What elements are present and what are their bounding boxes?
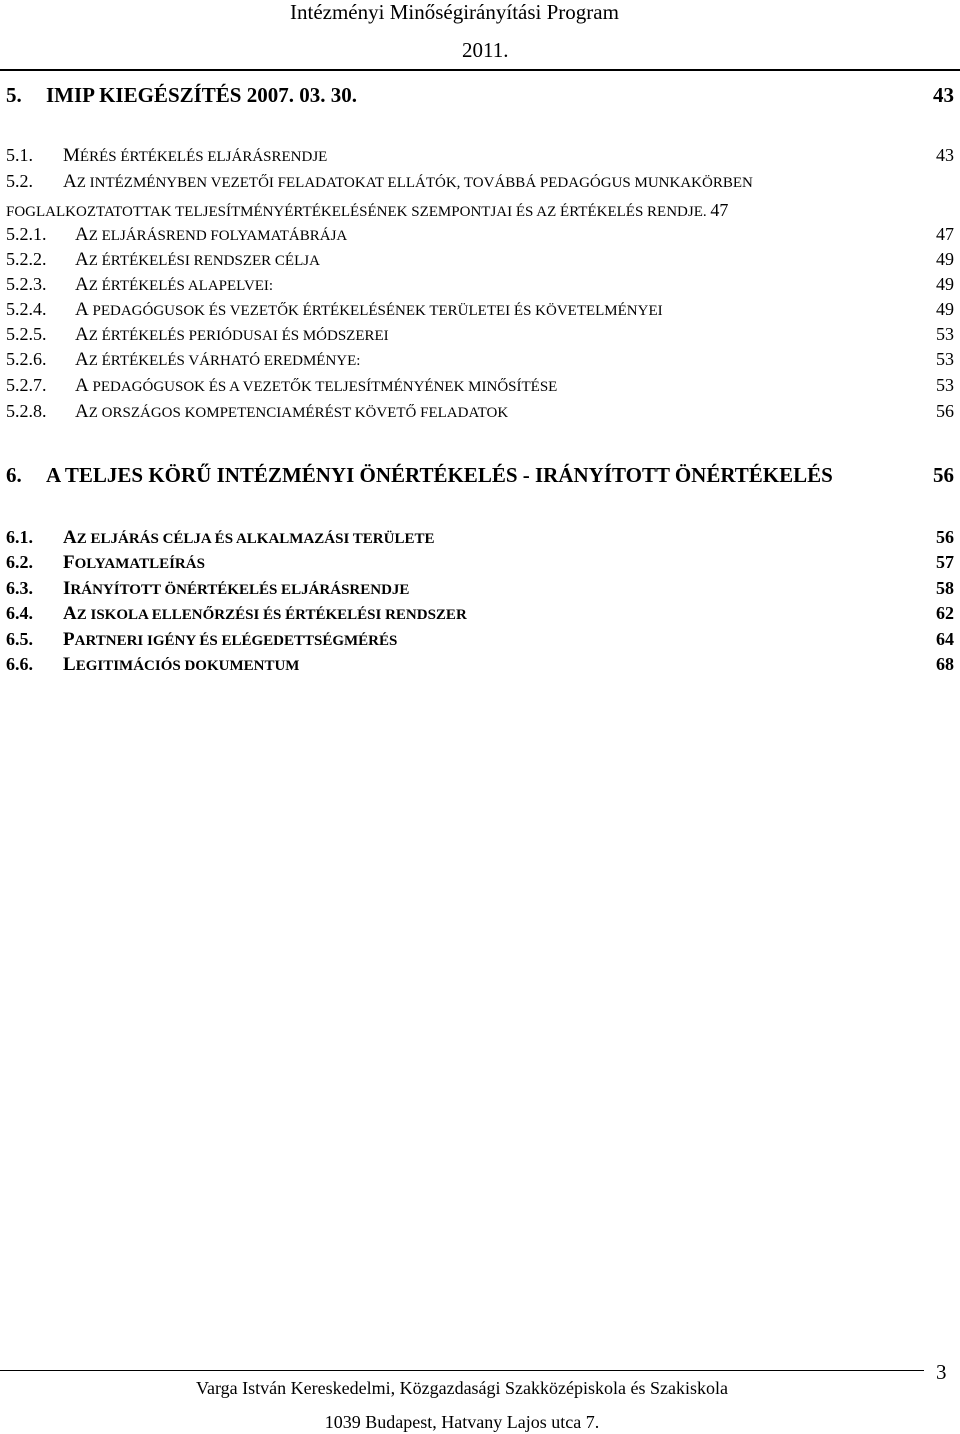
toc-entry-5-2-6[interactable] [6, 349, 954, 375]
toc-page: 56 [933, 463, 954, 487]
toc-entry-6[interactable] [6, 463, 954, 489]
toc-entry-5-2-1[interactable] [6, 224, 954, 250]
toc-number: 5.2.3. [6, 274, 47, 294]
toc-entry-5-1[interactable] [6, 145, 954, 171]
toc-number: 6.3. [6, 578, 33, 598]
toc-title: AZ ELJÁRÁS CÉLJA ÉS ALKALMAZÁSI TERÜLETE [63, 527, 435, 548]
toc-title: AZ ÉRTÉKELÉS ALAPELVEI: [75, 274, 274, 295]
toc-page: 57 [936, 552, 954, 572]
footer-page-number: 3 [936, 1360, 947, 1384]
toc-page: 56 [936, 527, 954, 547]
toc-title: AZ ÉRTÉKELÉSI RENDSZER CÉLJA [75, 249, 320, 270]
toc-page: 47 [710, 200, 729, 220]
toc-title: AZ ELJÁRÁSREND FOLYAMATÁBRÁJA [75, 224, 348, 245]
toc-title: PARTNERI IGÉNY ÉS ELÉGEDETTSÉGMÉRÉS [63, 629, 398, 650]
toc-number: 5.1. [6, 145, 33, 165]
toc-entry-5-2-8[interactable] [6, 401, 954, 427]
toc-entry-5-2-5[interactable] [6, 324, 954, 350]
toc-title-line2: FOGLALKOZTATOTTAK TELJESÍTMÉNYÉRTÉKELÉSÉNEK SZEMPONTJAI ÉS AZ ÉRTÉKELÉS RENDJE. [6, 204, 707, 220]
toc-number: 6.2. [6, 552, 33, 572]
toc-page: 53 [936, 375, 954, 395]
toc-page: 49 [936, 299, 954, 319]
toc-number: 6.1. [6, 527, 33, 547]
toc-number: 5.2.1. [6, 224, 47, 244]
toc-entry-6-4[interactable] [6, 603, 954, 629]
toc-title: AZ ORSZÁGOS KOMPETENCIAMÉRÉST KÖVETŐ FELADATOK [75, 401, 509, 422]
footer-address: 1039 Budapest, Hatvany Lajos utca 7. [324, 1412, 600, 1432]
toc-title: FOLYAMATLEÍRÁS [63, 552, 205, 573]
toc-title: MÉRÉS ÉRTÉKELÉS ELJÁRÁSRENDJE [63, 145, 328, 166]
toc-number: 5.2. [6, 171, 33, 191]
toc-title: AZ ÉRTÉKELÉS VÁRHATÓ EREDMÉNYE: [75, 349, 361, 370]
footer-school-name: Varga István Kereskedelmi, Közgazdasági Szakközépiskola és Szakiskola [196, 1378, 728, 1398]
toc-page: 43 [936, 145, 954, 165]
toc-entry-6-6[interactable] [6, 654, 954, 680]
toc-title: LEGITIMÁCIÓS DOKUMENTUM [63, 654, 300, 675]
toc-title: A TELJES KÖRŰ INTÉZMÉNYI ÖNÉRTÉKELÉS - IRÁNYÍTOTT ÖNÉRTÉKELÉS [46, 463, 833, 487]
toc-number: 5.2.7. [6, 375, 47, 395]
toc-title: AZ ÉRTÉKELÉS PERIÓDUSAI ÉS MÓDSZEREI [75, 324, 389, 345]
header-title: Intézményi Minőségirányítási Program [290, 0, 619, 24]
toc-number: 6.4. [6, 603, 33, 623]
toc-page: 53 [936, 349, 954, 369]
toc-entry-6-1[interactable] [6, 527, 954, 553]
toc-page: 64 [936, 629, 954, 649]
toc-entry-5-2-7[interactable] [6, 375, 954, 401]
toc-entry-5[interactable] [6, 83, 954, 109]
toc-entry-5-2-4[interactable] [6, 299, 954, 325]
toc-number: 5.2.4. [6, 299, 47, 319]
toc-number: 5.2.8. [6, 401, 47, 421]
toc-page: 49 [936, 274, 954, 294]
toc-page: 49 [936, 249, 954, 269]
footer-divider [0, 1370, 924, 1371]
toc-page: 47 [936, 224, 954, 244]
header-year: 2011. [462, 38, 509, 62]
toc-number: 5. [6, 83, 22, 107]
header-divider [0, 69, 960, 71]
toc-entry-6-5[interactable] [6, 629, 954, 655]
toc-page: 43 [933, 83, 954, 107]
toc-page: 58 [936, 578, 954, 598]
toc-title: A PEDAGÓGUSOK ÉS VEZETŐK ÉRTÉKELÉSÉNEK TERÜLETEI ÉS KÖVETELMÉNYEI [75, 299, 663, 320]
toc-entry-6-2[interactable] [6, 552, 954, 578]
toc-entry-5-2-continuation[interactable] [6, 200, 728, 221]
toc-number: 5.2.5. [6, 324, 47, 344]
toc-number: 6.5. [6, 629, 33, 649]
toc-entry-6-3[interactable] [6, 578, 954, 604]
toc-number: 6.6. [6, 654, 33, 674]
toc-title: AZ INTÉZMÉNYBEN VEZETŐI FELADATOKAT ELLÁTÓK, TOVÁBBÁ PEDAGÓGUS MUNKAKÖRBEN [63, 171, 753, 192]
toc-title: AZ ISKOLA ELLENŐRZÉSI ÉS ÉRTÉKELÉSI RENDSZER [63, 603, 467, 624]
toc-entry-5-2[interactable] [6, 171, 954, 197]
toc-page: 53 [936, 324, 954, 344]
toc-page: 62 [936, 603, 954, 623]
toc-number: 5.2.6. [6, 349, 47, 369]
toc-title: IRÁNYÍTOTT ÖNÉRTÉKELÉS ELJÁRÁSRENDJE [63, 578, 410, 599]
toc-page: 68 [936, 654, 954, 674]
toc-entry-5-2-3[interactable] [6, 274, 954, 300]
toc-entry-5-2-2[interactable] [6, 249, 954, 275]
toc-number: 5.2.2. [6, 249, 47, 269]
toc-title: A PEDAGÓGUSOK ÉS A VEZETŐK TELJESÍTMÉNYÉNEK MINŐSÍTÉSE [75, 375, 558, 396]
toc-number: 6. [6, 463, 22, 487]
toc-title: IMIP KIEGÉSZÍTÉS 2007. 03. 30. [46, 83, 357, 107]
toc-page: 56 [936, 401, 954, 421]
